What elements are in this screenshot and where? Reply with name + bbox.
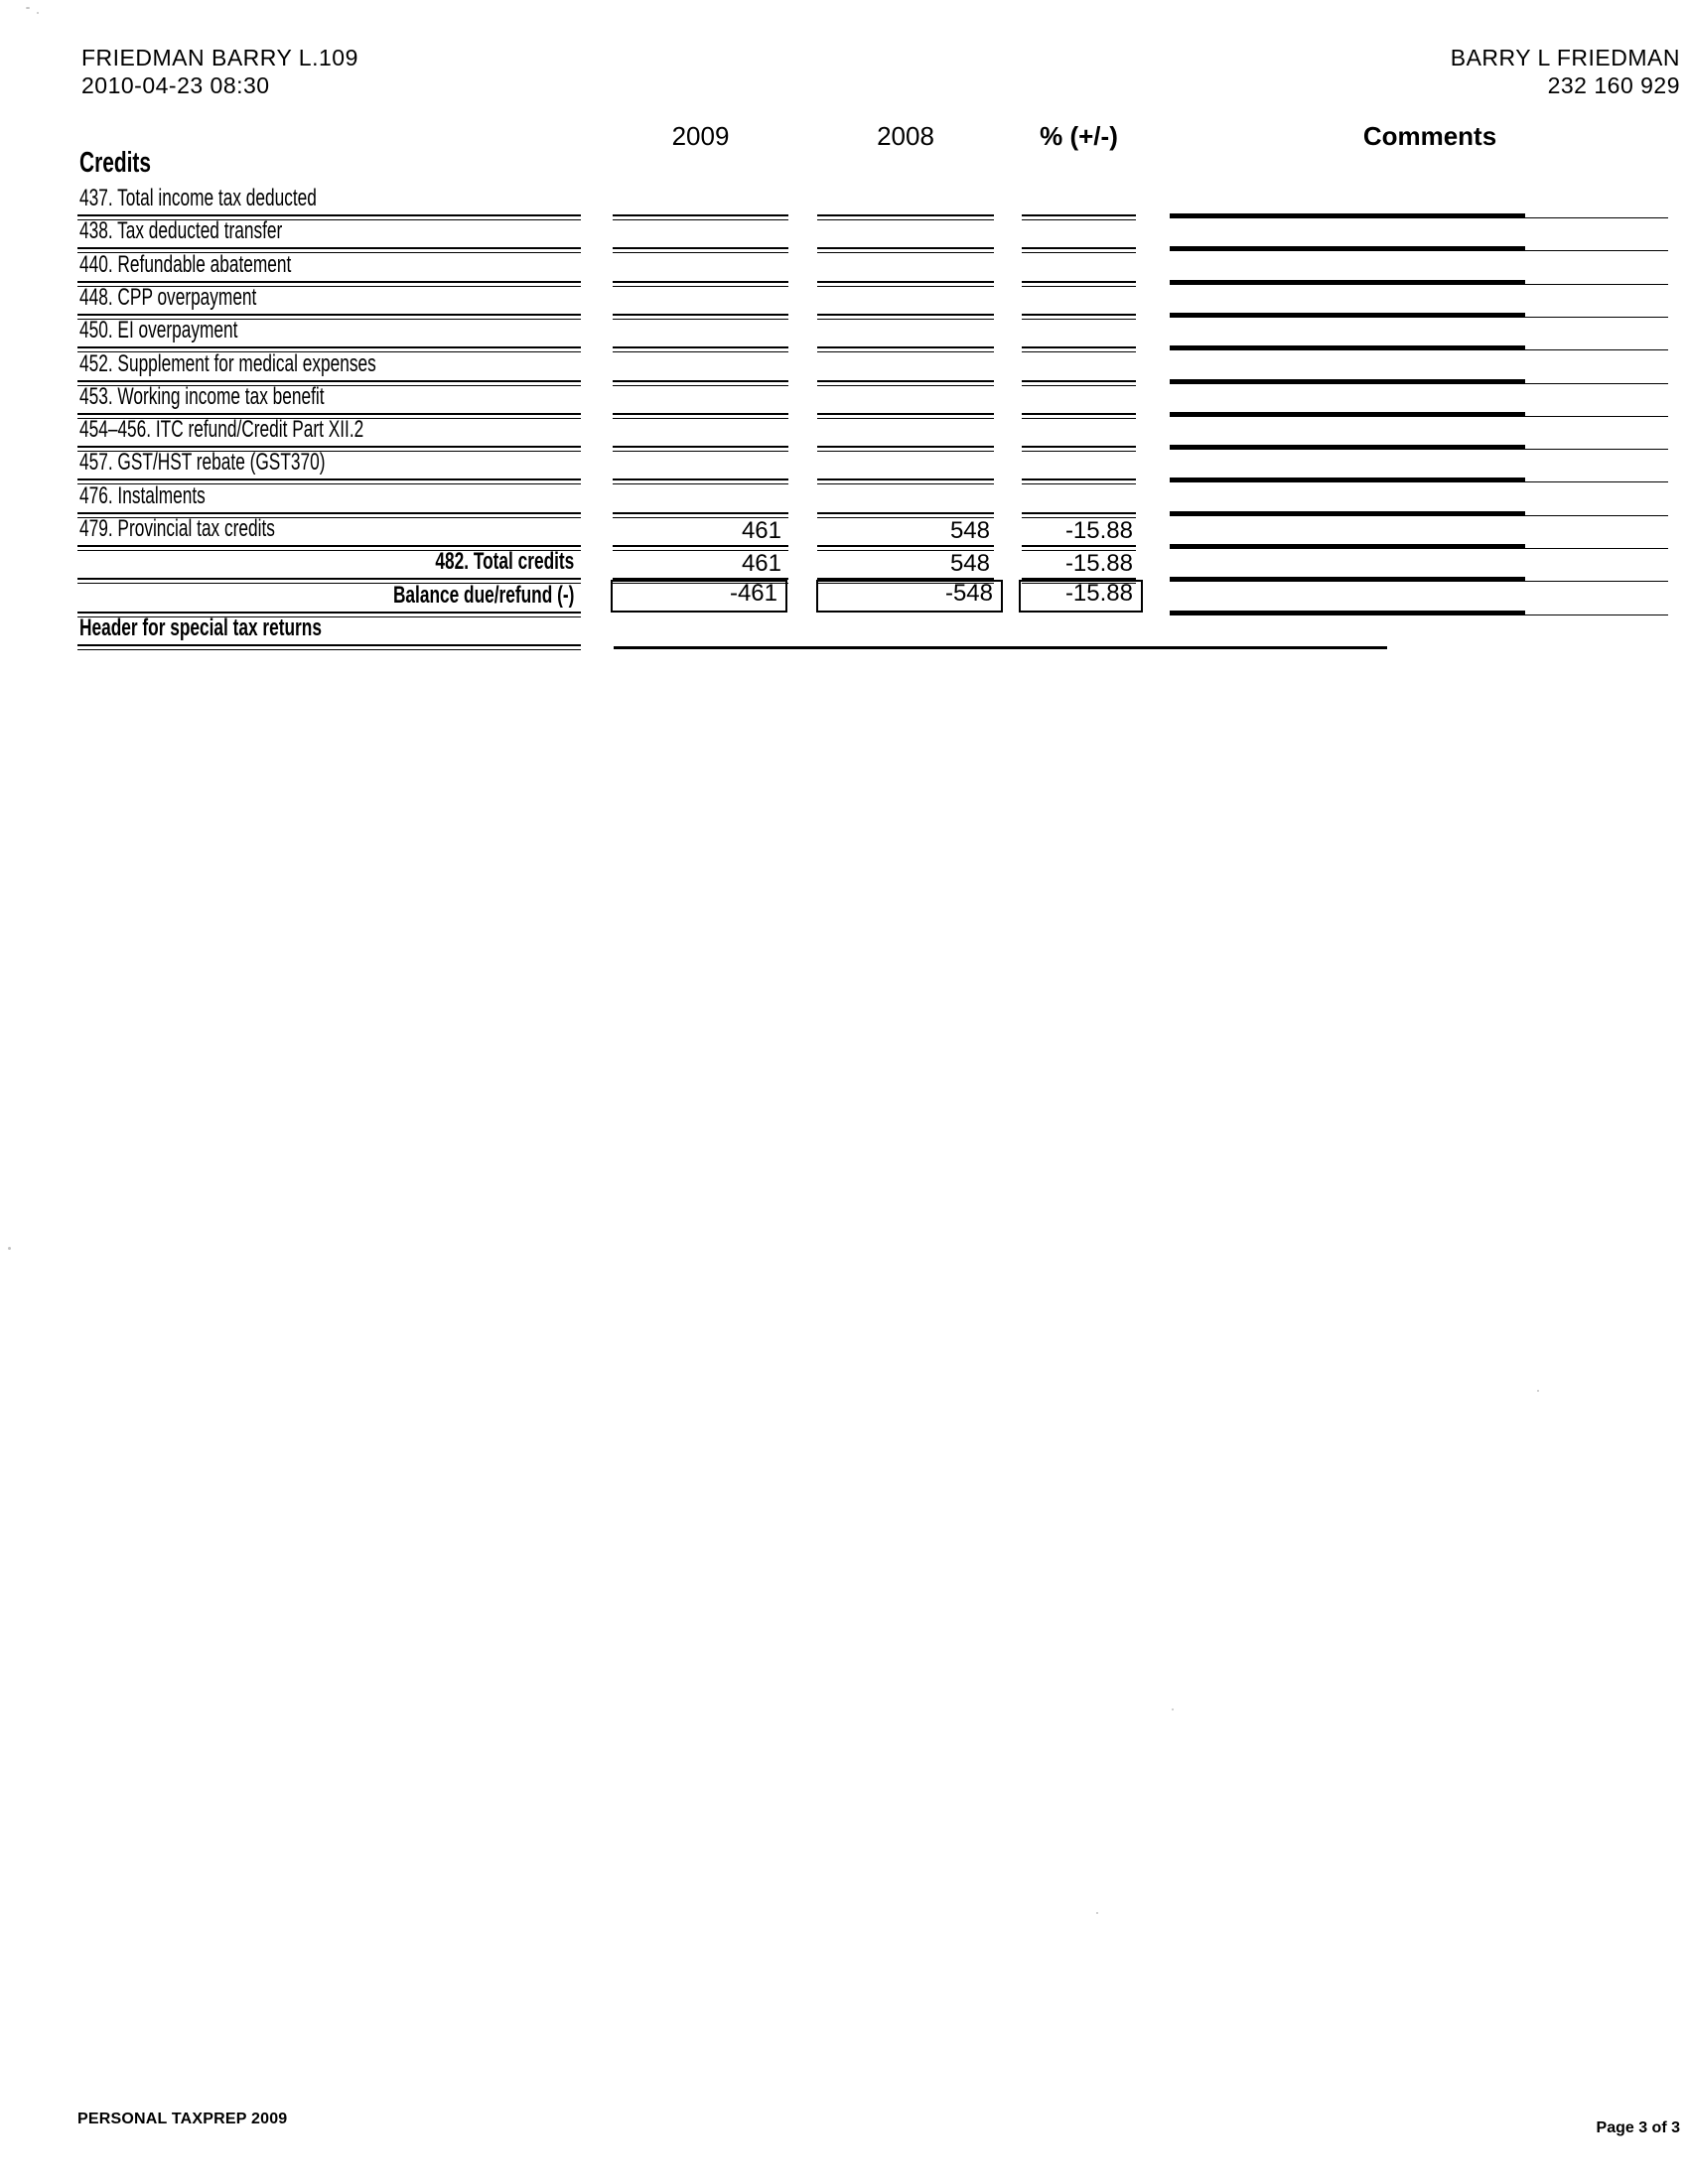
row-label-wrap	[79, 185, 409, 212]
table-row	[0, 218, 1688, 248]
row-label-wrap	[79, 251, 373, 279]
balance-box-2009	[611, 580, 787, 613]
balance-box-2008	[816, 580, 1003, 613]
header-right	[1451, 44, 1680, 99]
value-2008: 548	[949, 550, 990, 577]
scan-artifact	[1537, 1390, 1539, 1392]
row-label: 479. Provincial tax credits	[79, 515, 275, 542]
value-2008: 548	[949, 517, 990, 544]
comments-line	[1170, 246, 1668, 251]
row-label: 440. Refundable abatement	[79, 251, 292, 278]
row-label: 454–456. ITC refund/Credit Part XII.2	[79, 416, 364, 443]
value-2009: 461	[741, 517, 781, 544]
comments-line	[1170, 577, 1668, 582]
table-row	[0, 615, 1688, 645]
column-header-comments: Comments	[1362, 121, 1497, 151]
table-row	[0, 384, 1688, 414]
table-row	[0, 285, 1688, 315]
row-label: 476. Instalments	[79, 482, 206, 509]
print-datetime: 2010-04-23 08:30	[81, 72, 270, 98]
comments-line	[1170, 478, 1668, 482]
table-row-balance	[0, 580, 1688, 613]
balance-box-pct	[1019, 580, 1143, 613]
value-2009: 461	[741, 550, 781, 577]
section-title: Credits	[79, 147, 151, 179]
row-label: 482. Total credits	[435, 548, 574, 575]
section-title-wrap	[79, 147, 179, 180]
row-label-wrap	[79, 515, 351, 543]
row-label-wrap	[79, 416, 475, 444]
table-row	[0, 351, 1688, 381]
scan-artifact	[1172, 1708, 1174, 1710]
table-row	[0, 252, 1688, 282]
row-label: 452. Supplement for medical expenses	[79, 350, 376, 377]
row-label-wrap	[323, 582, 574, 610]
row-label: 437. Total income tax deducted	[79, 185, 317, 211]
table-row	[0, 186, 1688, 215]
taxpayer-file-name: FRIEDMAN BARRY L.109	[81, 45, 358, 70]
scan-artifact	[1096, 1912, 1098, 1914]
column-header-2008: 2008	[877, 121, 934, 151]
scan-artifact	[8, 1247, 11, 1250]
value-pct: -15.88	[1064, 550, 1133, 577]
column-header-pct-change: % (+/-)	[1040, 121, 1118, 151]
page-number: Page 3 of 3	[1596, 2119, 1680, 2136]
value-pct: -15.88	[1064, 580, 1133, 607]
row-label-wrap	[79, 482, 254, 510]
table-row	[0, 450, 1688, 479]
scan-artifact	[26, 7, 30, 9]
row-label-wrap	[79, 217, 361, 245]
row-label: 457. GST/HST rebate (GST370)	[79, 449, 326, 476]
footer-app-name: PERSONAL TAXPREP 2009	[77, 2111, 288, 2127]
column-header-2009: 2009	[671, 121, 730, 151]
value-columns-rule	[614, 646, 1387, 649]
value-2009: -461	[729, 580, 777, 607]
row-label: Header for special tax returns	[79, 614, 322, 641]
table-row	[0, 549, 1688, 579]
comments-line	[1170, 345, 1668, 350]
header-left	[81, 44, 358, 99]
sin-number: 232 160 929	[1547, 72, 1680, 98]
label-underline	[77, 644, 581, 650]
row-label: 438. Tax deducted transfer	[79, 217, 283, 244]
row-label: 448. CPP overpayment	[79, 284, 257, 311]
table-row	[0, 483, 1688, 513]
table-row	[0, 516, 1688, 546]
row-label: Balance due/refund (-)	[392, 582, 574, 609]
value-2008: -548	[944, 580, 993, 607]
taxpayer-name: BARRY L FRIEDMAN	[1450, 45, 1680, 70]
row-label: 453. Working income tax benefit	[79, 383, 325, 410]
row-label-wrap	[381, 548, 574, 576]
table-row	[0, 417, 1688, 447]
scan-artifact	[37, 12, 39, 14]
row-label-wrap	[79, 449, 421, 477]
value-pct: -15.88	[1064, 517, 1133, 544]
table-row	[0, 318, 1688, 347]
row-label-wrap	[79, 614, 416, 642]
row-label: 450. EI overpayment	[79, 317, 238, 343]
row-label-wrap	[79, 284, 326, 312]
row-label-wrap	[79, 317, 299, 344]
row-label-wrap	[79, 383, 419, 411]
row-label-wrap	[79, 350, 492, 378]
